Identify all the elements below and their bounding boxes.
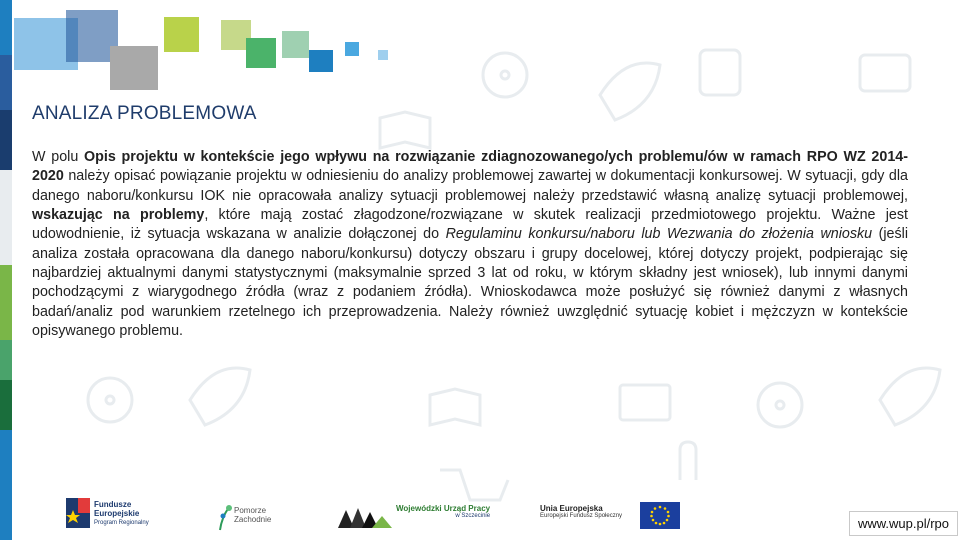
body-paragraph: W polu Opis projektu w kontekście jego wpływu na rozwiązanie zdiagnozowanego/ych problemu/ów w ramach RPO WZ 2014-2020 należy opisać powiązanie projektu w odniesieniu do analizy problemowej zawartej w dokumentacji konkursowej. W sytuacji, gdy dla danego naboru/konkursu IOK nie opracowała analizy sytuacji problemowej należy przedstawić własną analizę sytuacji problemowej, wskazując na problemy, które mają zostać złagodzone/rozwiązane w skutek realizacji przedmiotowego projektu. Ważne jest udowodnienie, iż sytuacja wskazana w analizie dołączonej do Regulaminu konkursu/naboru lub Wezwania do złożenia wniosku (jeśli analiza została opracowana dla danego naboru/konkursu) dotyczy obszaru i grupy docelowej, której dotyczy projekt, podpierając się najbardziej aktualnymi danymi statystycznymi (maksymalnie sprzed 3 lat od roku, w którym składny jest wniosek), lub innymi danymi pochodzącymi z wiarygodnego źródła (wraz z podaniem źródła). Wnioskodawca może posłużyć się również danymi z własnych badań/analiz pod warunkiem rzetelnego ich przeprowadzenia. Należy również uwzględnić sytuację kobiet i mężczyzn w kontekście opisywanego problemu. (32, 149, 908, 340)
watermark-fan-icon (88, 378, 132, 422)
wup-szczecin-logo: Wojewódzki Urząd Pracy w Szczecinie (336, 494, 506, 538)
wup-emblem-icon (336, 502, 392, 532)
pomorze-zachodnie-logo: Pomorze Zachodnie (216, 494, 286, 538)
decor-square (164, 17, 199, 52)
left-color-strip (0, 0, 12, 540)
decor-square (378, 50, 388, 60)
watermark-hand-icon (680, 442, 696, 480)
emphasis-bold: Opis projektu w kontekście jego wpływu na rozwiązanie zdiagnozowanego/ych problemu/ów w ramach RPO WZ 2014-2020 (32, 149, 908, 185)
decor-square (246, 38, 276, 68)
decor-square (345, 42, 359, 56)
watermark-fan-icon (483, 53, 527, 97)
fe-emblem-icon (66, 498, 90, 528)
slide-title: ANALIZA PROBLEMOWA (32, 103, 257, 124)
pomorze-emblem-icon (216, 502, 234, 532)
watermark-bus-icon (700, 50, 740, 95)
decor-square (110, 46, 158, 90)
watermark-leaf-icon (600, 63, 660, 120)
unia-europejska-logo: Unia Europejska Europejski Fundusz Społeczny (540, 494, 710, 538)
watermark-briefcase-icon (620, 385, 670, 420)
decor-square (309, 50, 333, 72)
watermark-book-icon (380, 112, 430, 148)
watermark-chat-icon (860, 55, 910, 91)
decor-square (282, 31, 309, 58)
emphasis-italic: Regulaminu konkursu/naboru lub Wezwania do złożenia wniosku (445, 226, 873, 243)
fundusze-europejskie-logo: Fundusze Europejskie Program Regionalny (66, 494, 186, 538)
eu-flag-icon (640, 502, 680, 529)
watermark-fan-icon (758, 383, 802, 427)
logos-bar (60, 494, 820, 538)
emphasis-bold: wskazując na problemy (32, 207, 205, 224)
footer-url-link[interactable]: www.wup.pl/rpo (849, 511, 958, 536)
watermark-leaf-icon (880, 368, 940, 425)
watermark-book-icon (430, 389, 480, 425)
watermark-leaf-icon (190, 368, 250, 425)
